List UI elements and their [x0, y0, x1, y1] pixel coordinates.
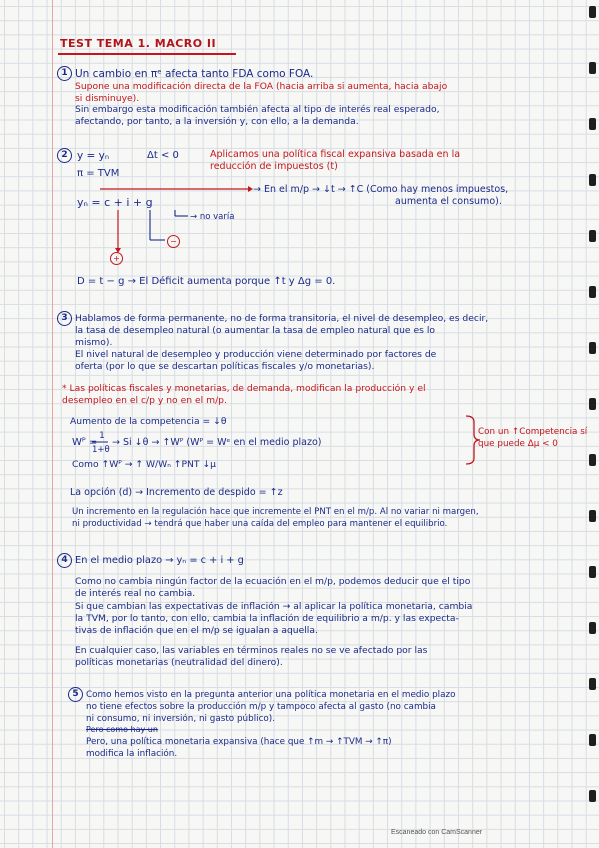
q3-line-4: El nivel natural de desempleo y producción viene determinado por factores de	[75, 349, 437, 360]
q2-arrow-text: → En el m/p → ↓t → ↑C (Como hay menos impuestos,	[253, 184, 509, 195]
q2-eq-pi-tvm: π = TVM	[77, 168, 120, 179]
q1-line-1: Un cambio en πᵉ afecta tanto FDA como FOA.	[75, 68, 314, 80]
q3-final-1: Un incremento en la regulación hace que incremente el PNT en el m/p. Al no variar ni margen,	[72, 507, 479, 517]
q2-eq-delta-t: Δt < 0	[147, 150, 179, 161]
question-number-3: 3	[57, 311, 72, 326]
q3-star-line-2: desempleo en el c/p y no en el m/p.	[62, 395, 227, 406]
q1-line-5: afectando, por tanto, a la inversión y, con ello, a la demanda.	[75, 116, 359, 127]
q3-option: La opción (d) → Incremento de despido = ↑z	[70, 487, 283, 498]
q3-competition-wp: Wᴾ =	[72, 437, 98, 448]
scanner-watermark: Escaneado con CamScanner	[391, 829, 483, 836]
question-number-2: 2	[57, 148, 72, 163]
q3-competition-1: Aumento de la competencia = ↓θ	[70, 416, 227, 427]
q3-line-1: Hablamos de forma permanente, no de forma transitoria, el nivel de desempleo, es decir,	[75, 313, 489, 324]
q3-brace-note-2: que puede Δμ < 0	[478, 439, 558, 449]
q5-line-3: ni consumo, ni inversión, ni gasto público).	[86, 714, 276, 724]
q2-circle-plus: +	[110, 252, 123, 265]
q4-line-4: la TVM, por lo tanto, con ello, cambia la inflación de equilibrio a m/p. y las expecta-	[75, 613, 459, 624]
q2-arrow-text-2: aumenta el consumo).	[395, 196, 502, 207]
q3-star-line-1: * Las políticas fiscales y monetarias, de demanda, modifican la producción y el	[62, 383, 426, 394]
q3-frac-num: 1	[99, 431, 105, 441]
q3-competition-3: Como ↑Wᴾ → ↑ W/Wₙ ↑PNT ↓μ	[72, 459, 216, 470]
page-title: TEST TEMA 1. MACRO II	[60, 37, 217, 50]
q4-line-3: Si que cambian las expectativas de inflación → al aplicar la política monetaria, cambia	[75, 601, 473, 612]
q2-no-varia: → no varía	[190, 212, 235, 222]
q2-note-line-1: Aplicamos una política fiscal expansiva basada en la	[210, 149, 461, 160]
q4-line-1: Como no cambia ningún factor de la ecuación en el m/p, podemos deducir que el tipo	[75, 576, 471, 587]
q3-line-5: oferta (por lo que se descartan políticas fiscales y/o monetarias).	[75, 361, 375, 372]
q5-line-6: modifica la inflación.	[86, 749, 178, 759]
q5-line-4-struck: Pero como hay un	[86, 725, 158, 734]
q3-frac-den: 1+θ	[92, 445, 110, 455]
q5-line-2: no tiene efectos sobre la producción m/p y tampoco afecta al gasto (no cambia	[86, 702, 436, 712]
q5-line-5: Pero, una política monetaria expansiva (hace que ↑m → ↑TVM → ↑π)	[86, 737, 392, 747]
question-number-4: 4	[57, 553, 72, 568]
q1-line-3: si disminuye).	[75, 93, 140, 104]
q2-note-line-2: reducción de impuestos (t)	[210, 161, 338, 172]
q4-line-5: tivas de inflación que en el m/p se igualan a aquella.	[75, 625, 318, 636]
q3-final-2: ni productividad → tendrá que haber una caída del empleo para mantener el equilibrio.	[72, 519, 448, 529]
q3-competition-2: → Si ↓θ → ↑Wᴾ (Wᴾ = Wᵉ en el medio plazo)	[112, 437, 322, 448]
q4-head: En el medio plazo → yₙ = c + i + g	[75, 555, 244, 566]
q4-line-6: En cualquier caso, las variables en términos reales no se ve afectado por las	[75, 645, 428, 656]
q4-line-7: políticas monetarias (neutralidad del dinero).	[75, 657, 283, 668]
q4-line-2: de interés real no cambia.	[75, 588, 196, 599]
q2-equilibrium-eq: yₙ = c + i + g	[77, 196, 153, 209]
q2-deficit: D = t − g → El Déficit aumenta porque ↑t y Δg = 0.	[77, 276, 336, 287]
q2-eq-y-yn: y = yₙ	[77, 150, 110, 162]
q3-line-3: mismo).	[75, 337, 113, 348]
q1-line-4: Sin embargo esta modificación también afecta al tipo de interés real esperado,	[75, 104, 440, 115]
q3-brace-note-1: Con un ↑Competencia sí	[478, 427, 588, 437]
question-number-5: 5	[68, 687, 83, 702]
question-number-1: 1	[57, 66, 72, 81]
q1-line-2: Supone una modificación directa de la FOA (hacia arriba si aumenta, hacia abajo	[75, 81, 448, 92]
q2-circle-minus: −	[167, 235, 180, 248]
q3-line-2: la tasa de desempleo natural (o aumentar la tasa de empleo natural que es lo	[75, 325, 435, 336]
q5-line-1: Como hemos visto en la pregunta anterior una política monetaria en el medio plazo	[86, 690, 456, 700]
